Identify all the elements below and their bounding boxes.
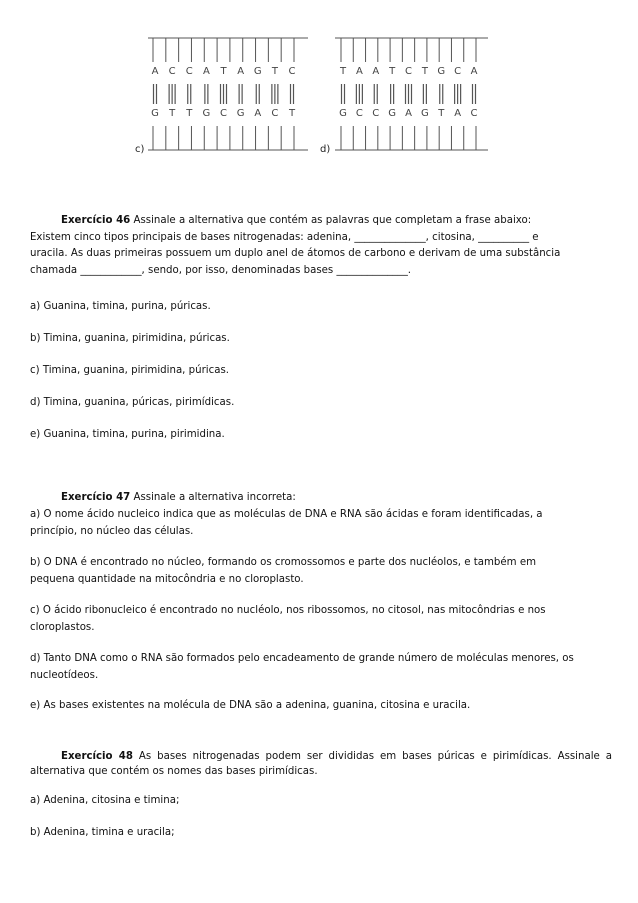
exercise-47-option-c bbox=[30, 603, 612, 636]
exercise-46-heading bbox=[30, 213, 612, 230]
exercise-47-option-d-line-1: d) Tanto DNA como o RNA são formados pelo encadeamento de grande número de moléculas menores, os bbox=[30, 653, 574, 664]
exercise-47-option-a bbox=[30, 507, 612, 540]
strand-c-top-base-letter: C bbox=[288, 66, 296, 77]
figure-label-c: c) bbox=[135, 144, 145, 155]
exercise-47-heading bbox=[30, 490, 612, 507]
exercise-47-title: Exercício 47 bbox=[61, 492, 131, 503]
strand-d-top-base-letter: A bbox=[372, 66, 380, 77]
strand-c-top-base-letter: A bbox=[202, 66, 210, 77]
exercise-47-option-d bbox=[30, 651, 612, 684]
strand-c-top-base-letter: T bbox=[271, 66, 278, 77]
exercise-46-line-1: Existem cinco tipos principais de bases nitrogenadas: adenina, ______________, citosina, __________ e bbox=[30, 231, 539, 243]
exercise-47 bbox=[30, 490, 612, 507]
exercise-46-option-e: e) Guanina, timina, purina, pirimidina. bbox=[30, 429, 225, 440]
exercise-47-option-c-line-2: cloroplastos. bbox=[30, 621, 95, 633]
dna-strands-drawing bbox=[0, 0, 638, 175]
strand-d-bottom-base-letter: A bbox=[454, 108, 462, 119]
exercise-47-option-e: e) As bases existentes na molécula de DNA são a adenina, guanina, citosina e uracila. bbox=[30, 700, 471, 711]
strand-c-bottom-base-letter: T bbox=[288, 108, 296, 119]
exercise-47-option-b bbox=[30, 555, 612, 588]
strand-c-bottom-base-letter: C bbox=[271, 108, 279, 119]
exercise-47-option-c-line-1: c) O ácido ribonucleico é encontrado no nucléolo, nos ribossomos, no citosol, nas mitocôndrias e nos bbox=[30, 605, 546, 616]
strand-c-top-base-letter: C bbox=[185, 66, 193, 77]
strand-d-bottom-base-letter: G bbox=[421, 108, 429, 119]
exercise-48-heading bbox=[30, 749, 612, 779]
strand-c-top-base-letter: A bbox=[151, 66, 159, 77]
exercise-48-option-a: a) Adenina, citosina e timina; bbox=[30, 795, 180, 806]
exercise-46-option-c: c) Timina, guanina, pirimidina, púricas. bbox=[30, 365, 229, 376]
exercise-48 bbox=[30, 749, 612, 779]
exercise-47-option-a-line-1: a) O nome ácido nucleico indica que as moléculas de DNA e RNA são ácidas e foram identificadas, a bbox=[30, 509, 543, 520]
exercise-47-option-a-line-2: princípio, no núcleo das células. bbox=[30, 525, 194, 537]
strand-d-bottom-base-letter: T bbox=[438, 108, 445, 119]
exercise-48-title: Exercício 48 bbox=[61, 751, 133, 762]
strand-d-bottom-base-letter: C bbox=[355, 108, 363, 119]
strand-d-bottom-bases bbox=[0, 108, 638, 120]
dna-figure bbox=[0, 0, 638, 175]
strand-d-top-base-letter: A bbox=[470, 66, 478, 77]
strand-c-bottom-base-letter: G bbox=[151, 108, 159, 119]
strand-d-bottom-base-letter: A bbox=[405, 108, 412, 119]
strand-d-bottom-base-letter: C bbox=[372, 108, 380, 119]
strand-d-top-bases bbox=[0, 66, 638, 78]
strand-d-top-base-letter: C bbox=[454, 66, 462, 77]
strand-c-bottom-base-letter: T bbox=[169, 108, 176, 119]
exercise-48-option-b: b) Adenina, timina e uracila; bbox=[30, 827, 175, 838]
strand-c-bottom-base-letter: T bbox=[186, 108, 193, 119]
exercise-48-statement: As bases nitrogenadas podem ser divididas em bases púricas e pirimídicas. Assinale a alternativa que contém os nomes das bases pirimídicas. bbox=[30, 751, 613, 777]
strand-d-top-base-letter: T bbox=[421, 66, 428, 77]
strand-c-top-base-letter: C bbox=[168, 66, 176, 77]
strand-d-top-base-letter: C bbox=[405, 66, 412, 77]
strand-c-top-base-letter: G bbox=[253, 66, 262, 77]
exercise-46-title: Exercício 46 bbox=[61, 215, 131, 226]
strand-d-bottom-base-letter: G bbox=[339, 108, 347, 119]
exercise-47-option-d-line-2: nucleotídeos. bbox=[30, 669, 99, 681]
exercise-46-line-2: uracila. As duas primeiras possuem um duplo anel de átomos de carbono e derivam de uma substância bbox=[30, 248, 561, 259]
strand-c-top-base-letter: T bbox=[220, 66, 227, 77]
strand-c-bottom-base-letter: G bbox=[202, 108, 211, 119]
strand-d-top-base-letter: T bbox=[339, 66, 347, 77]
strand-c-bottom-base-letter: A bbox=[254, 108, 262, 119]
exercise-46 bbox=[30, 213, 612, 279]
strand-c-bottom-base-letter: G bbox=[236, 108, 245, 119]
exercise-46-option-d: d) Timina, guanina, púricas, pirimídicas. bbox=[30, 397, 235, 408]
exercise-47-statement: Assinale a alternativa incorreta: bbox=[130, 492, 296, 503]
figure-label-d: d) bbox=[320, 144, 331, 155]
strand-d-top-base-letter: A bbox=[355, 66, 363, 77]
exercise-46-statement: Assinale a alternativa que contém as palavras que completam a frase abaixo: bbox=[130, 215, 532, 226]
exercise-46-line-3: chamada ____________, sendo, por isso, denominadas bases ______________. bbox=[30, 264, 412, 276]
exercise-47-option-b-line-1: b) O DNA é encontrado no núcleo, formando os cromossomos e parte dos nucléolos, e também em bbox=[30, 557, 537, 568]
strand-d-bottom-base-letter: G bbox=[388, 108, 396, 119]
strand-d-top-base-letter: T bbox=[389, 66, 396, 77]
strand-c-top-base-letter: A bbox=[237, 66, 245, 77]
strand-c-bottom-base-letter: C bbox=[220, 108, 227, 119]
exercise-46-option-a: a) Guanina, timina, purina, púricas. bbox=[30, 301, 211, 312]
exercise-46-option-b: b) Timina, guanina, pirimidina, púricas. bbox=[30, 333, 230, 344]
exercise-47-option-b-line-2: pequena quantidade na mitocôndria e no cloroplasto. bbox=[30, 573, 304, 585]
strand-d-top-base-letter: G bbox=[437, 66, 446, 77]
strand-d-bottom-base-letter: C bbox=[470, 108, 478, 119]
